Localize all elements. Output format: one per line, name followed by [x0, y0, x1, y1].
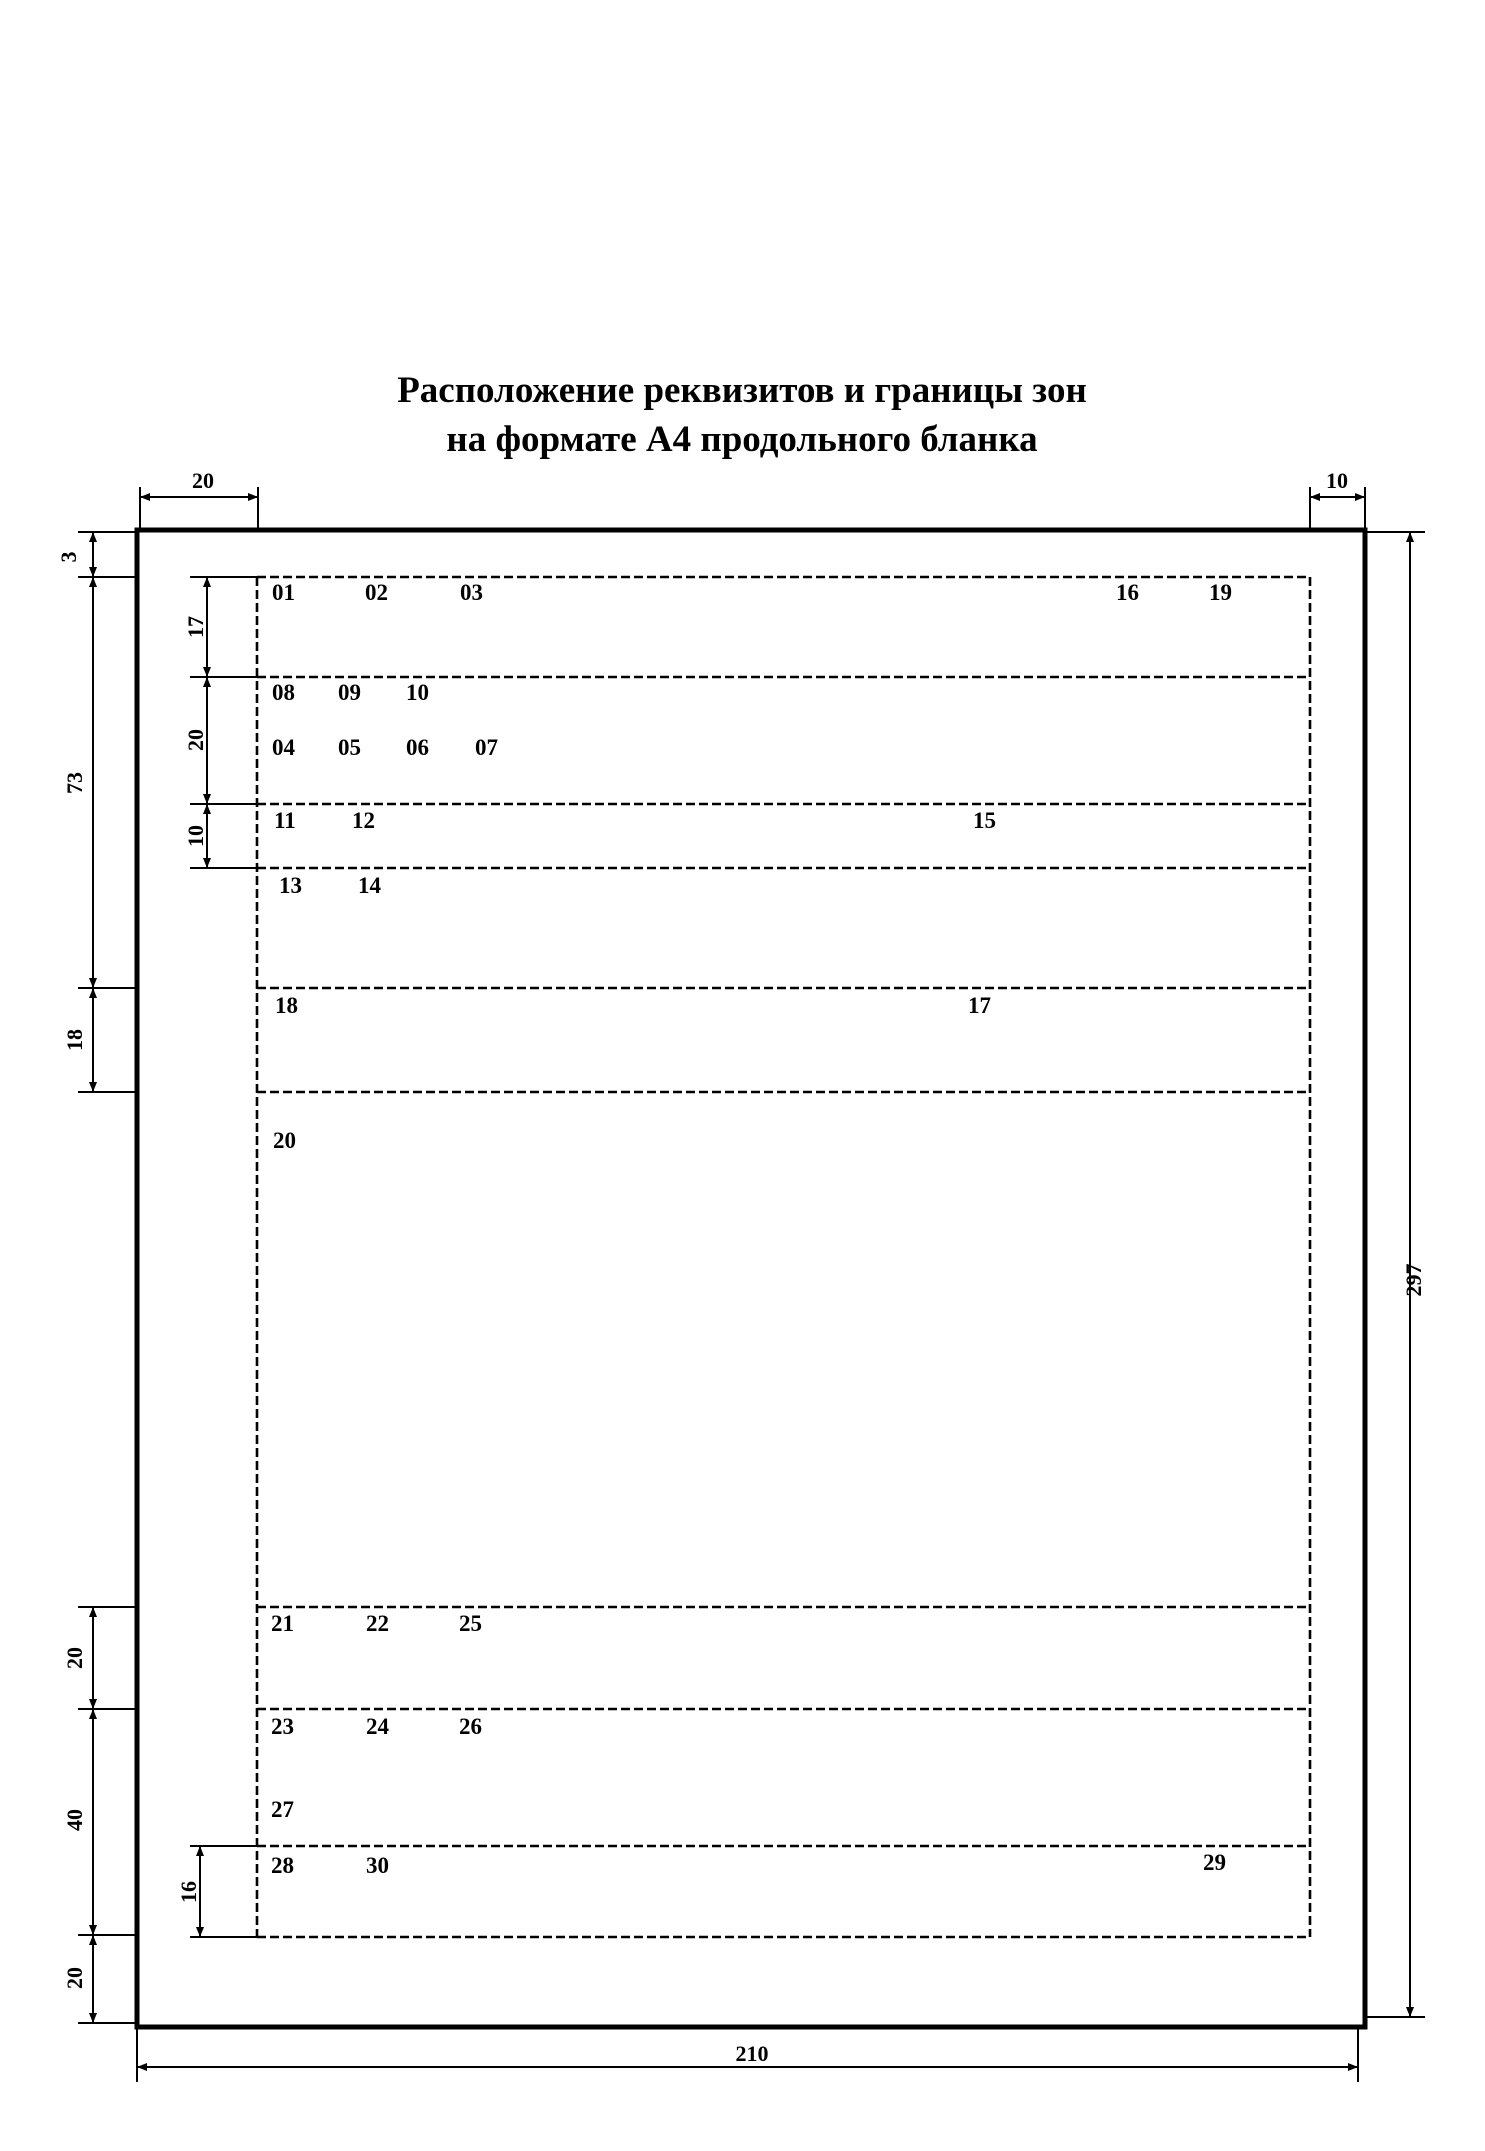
diagram-title-line-2: на формате А4 продольного бланка [446, 419, 1038, 460]
requisite-code: 07 [475, 735, 498, 760]
requisite-code: 14 [358, 873, 381, 898]
requisite-code: 02 [365, 580, 388, 605]
requisite-code: 23 [271, 1714, 294, 1739]
extension-lines [78, 487, 1425, 2082]
requisite-code: 15 [973, 808, 996, 833]
zone-boundaries [257, 577, 1310, 1937]
requisite-code: 20 [273, 1128, 296, 1153]
requisite-code: 06 [406, 735, 429, 760]
dim-address-zone: 18 [62, 1029, 87, 1051]
requisite-code: 11 [274, 808, 296, 833]
dimension-lines [93, 497, 1410, 2067]
requisite-code: 29 [1203, 1850, 1226, 1875]
dim-left-margin: 20 [192, 468, 214, 493]
requisite-code: 18 [275, 993, 298, 1018]
requisite-code: 13 [279, 873, 302, 898]
requisite-code: 19 [1209, 580, 1232, 605]
requisite-code: 26 [459, 1714, 482, 1739]
requisite-code: 08 [272, 680, 295, 705]
dim-notes-zone: 40 [62, 1809, 87, 1831]
diagram-title-line-1: Расположение реквизитов и границы зон [397, 370, 1087, 411]
requisite-code: 22 [366, 1611, 389, 1636]
requisite-code: 01 [272, 580, 295, 605]
dim-top-offset: 3 [56, 551, 81, 563]
dim-zone-last: 16 [176, 1881, 201, 1903]
requisite-code: 10 [406, 680, 429, 705]
dim-right-margin: 10 [1326, 468, 1348, 493]
dim-zone-3: 10 [183, 825, 208, 847]
dim-zone-1: 17 [183, 616, 208, 638]
requisite-code: 05 [338, 735, 361, 760]
requisite-code: 03 [460, 580, 483, 605]
requisite-code: 17 [968, 993, 991, 1018]
requisite-code: 30 [366, 1853, 389, 1878]
requisite-code: 28 [271, 1853, 294, 1878]
dim-page-height: 297 [1401, 1263, 1426, 1297]
requisite-code: 09 [338, 680, 361, 705]
dim-zone-2: 20 [183, 729, 208, 751]
dimension-labels [56, 468, 1426, 2066]
dim-page-width: 210 [735, 2041, 769, 2066]
requisite-code: 04 [272, 735, 295, 760]
dim-header-zone: 73 [62, 772, 87, 794]
requisite-code: 24 [366, 1714, 389, 1739]
requisite-code: 12 [352, 808, 375, 833]
requisite-code: 27 [271, 1797, 294, 1822]
requisite-codes [271, 580, 1232, 1878]
requisite-code: 25 [459, 1611, 482, 1636]
dim-signature-zone: 20 [62, 1647, 87, 1669]
requisite-code: 21 [271, 1611, 294, 1636]
dim-bottom-margin: 20 [62, 1967, 87, 1989]
page-outline [137, 530, 1365, 2027]
requisite-code: 16 [1116, 580, 1139, 605]
